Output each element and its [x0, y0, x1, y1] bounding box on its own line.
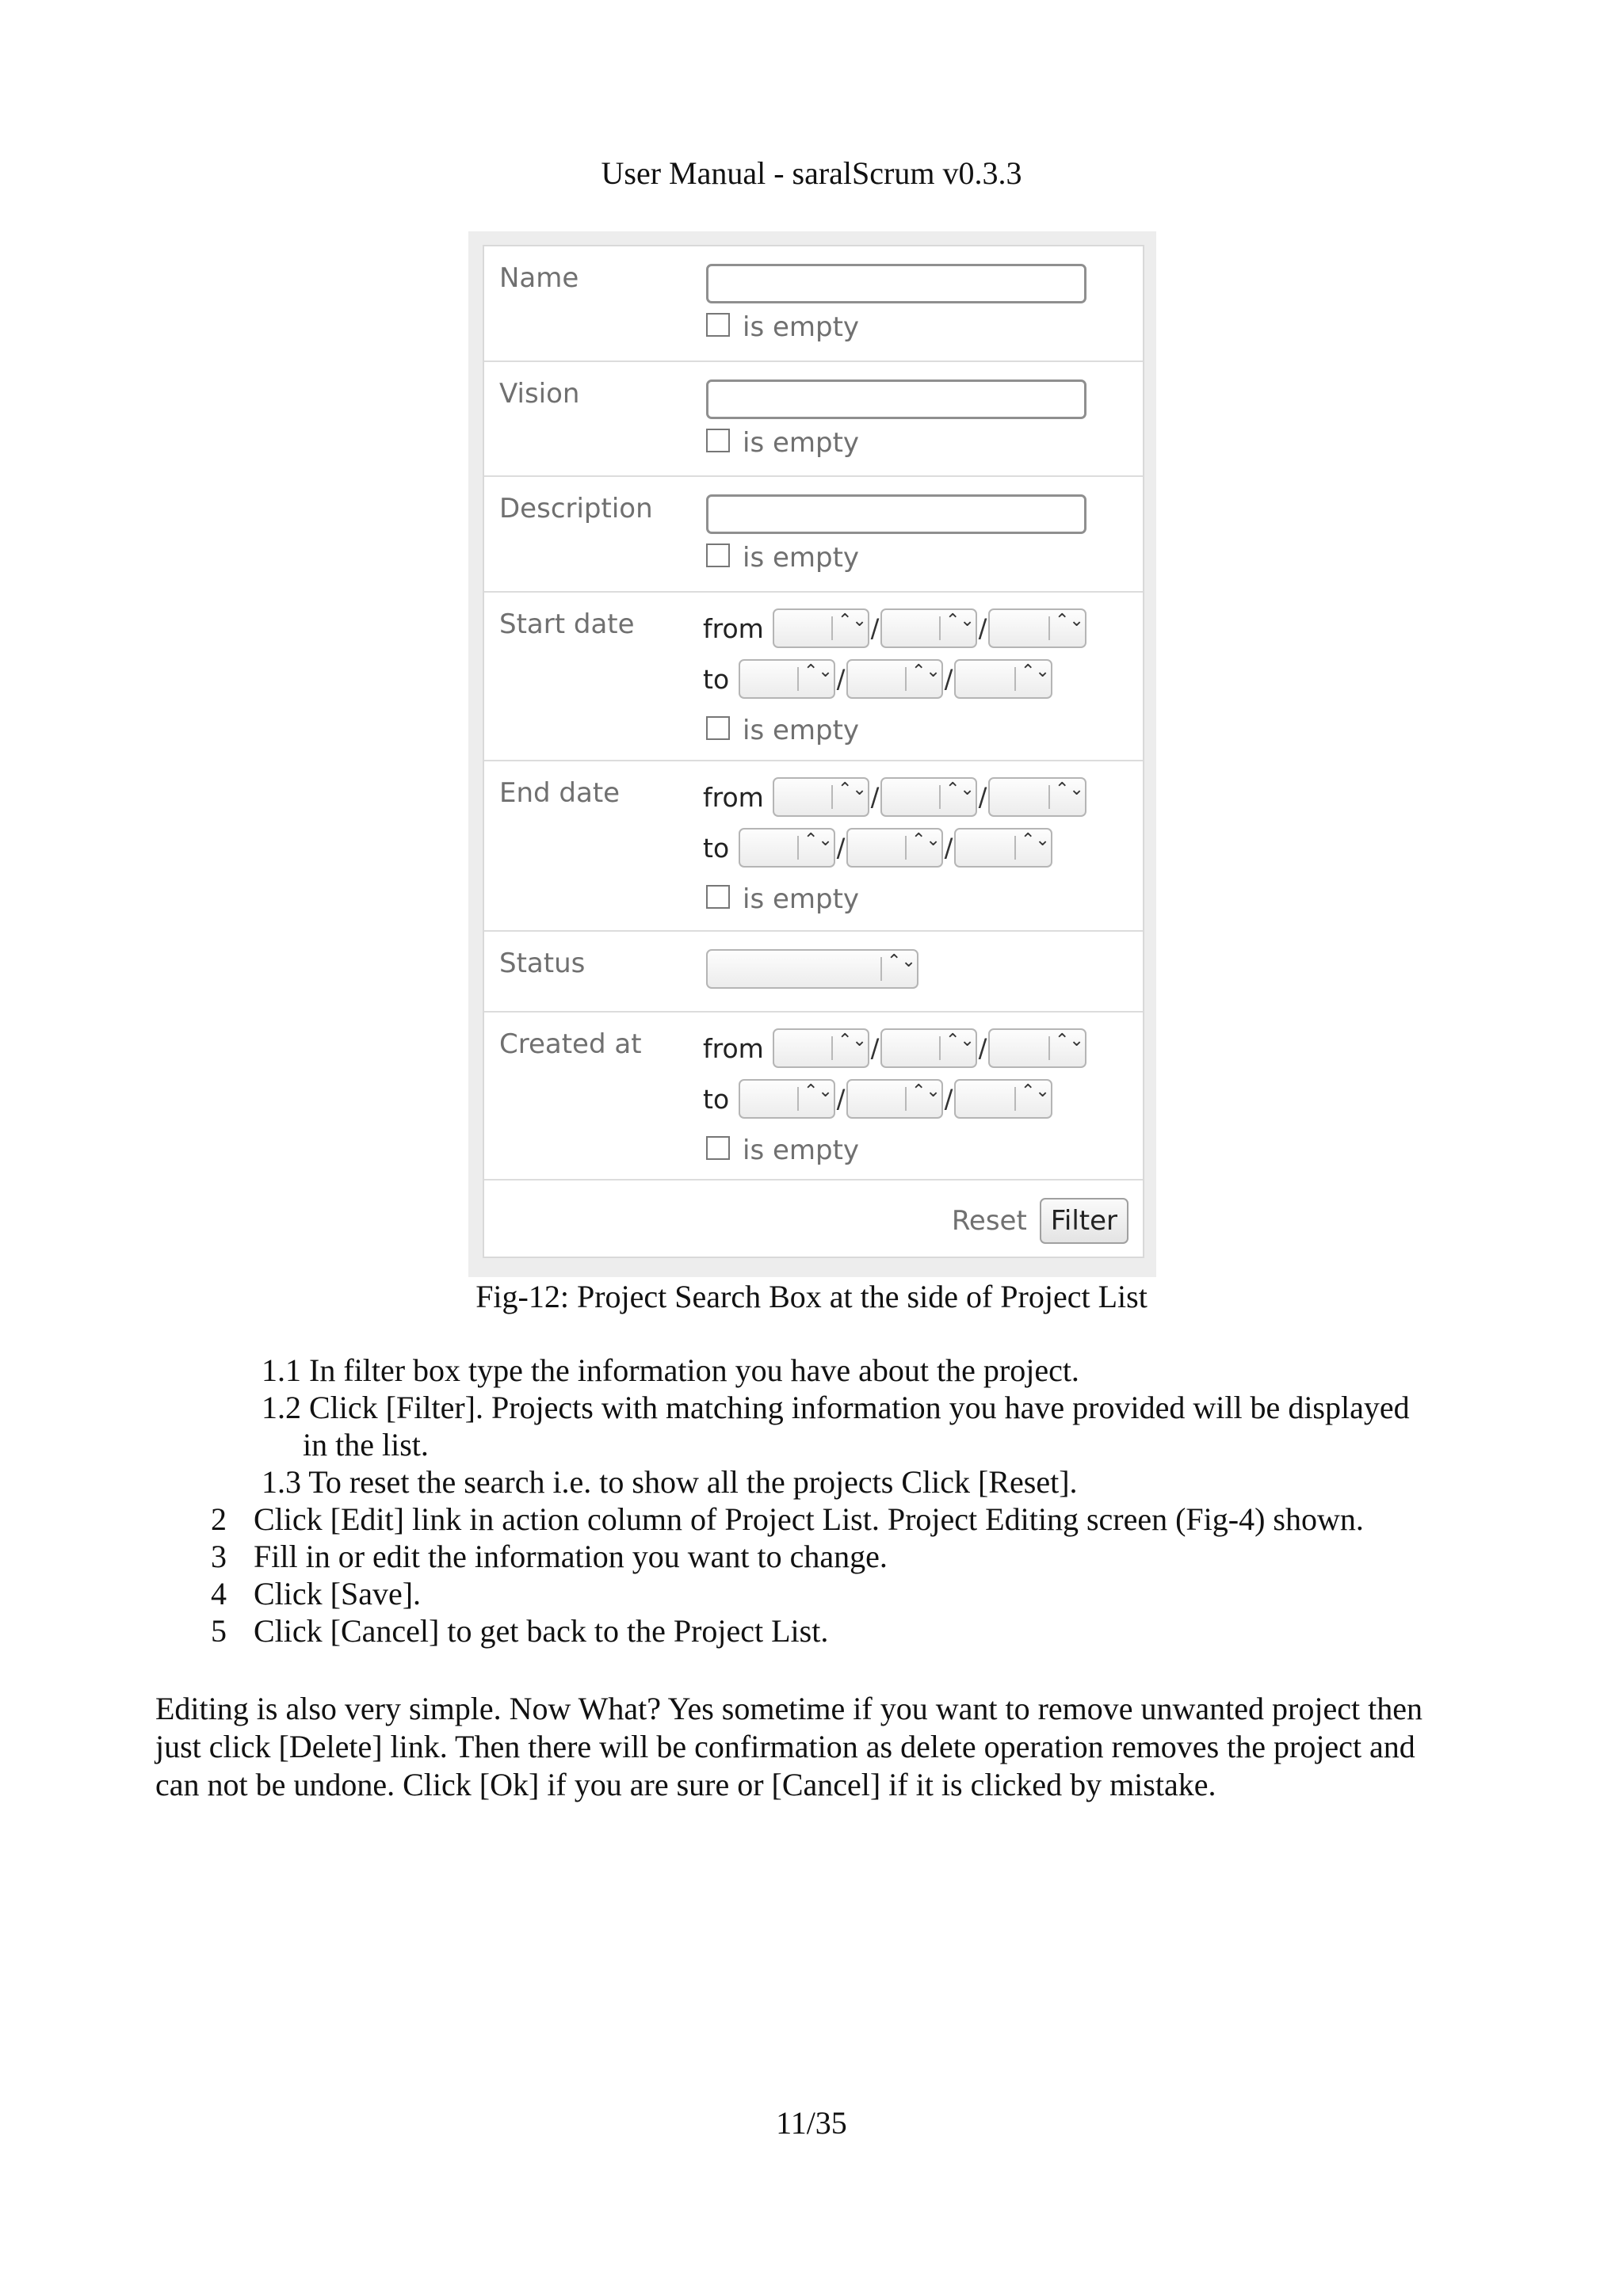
vision-is-empty-checkbox[interactable] [706, 429, 730, 452]
spinner-arrows-icon: ⌃⌄ [945, 1031, 975, 1051]
date-separator: / [978, 613, 987, 643]
spinner-arrows-icon: ⌃⌄ [804, 662, 833, 681]
step-5-text: Click [Cancel] to get back to the Project List. [254, 1613, 829, 1649]
spinner-arrows-icon: ⌃⌄ [804, 830, 833, 850]
from-label: from [703, 612, 764, 644]
spinner-arrows-icon: ⌃⌄ [945, 780, 975, 799]
start-date-filter-row [484, 593, 1143, 761]
figure-caption: Fig-12: Project Search Box at the side of Project List [475, 1279, 1148, 1314]
start-date-label: Start date [499, 608, 635, 640]
created-from-month-select[interactable] [880, 1028, 977, 1068]
created-from-year-select[interactable] [988, 1028, 1086, 1068]
created-at-filter-row [484, 1013, 1143, 1180]
name-is-empty-checkbox[interactable] [706, 313, 730, 337]
step-1-2-continued: in the list. [303, 1427, 429, 1463]
date-separator: / [944, 1084, 953, 1114]
spinner-arrows-icon: ⌃⌄ [838, 611, 867, 631]
name-input[interactable] [706, 264, 1086, 303]
spinner-arrows-icon: ⌃⌄ [1021, 662, 1050, 681]
spinner-arrows-icon: ⌃⌄ [911, 1081, 941, 1101]
date-separator: / [978, 782, 987, 812]
vision-filter-row [484, 362, 1143, 477]
description-filter-row [484, 477, 1143, 593]
spinner-arrows-icon: ⌃⌄ [1021, 830, 1050, 850]
spinner-arrows-icon: ⌃⌄ [1055, 780, 1084, 799]
start-from-month-select[interactable] [880, 608, 977, 648]
from-label: from [703, 1032, 764, 1064]
end-from-day-select[interactable] [773, 777, 869, 817]
status-select[interactable] [706, 949, 918, 989]
reset-link[interactable]: Reset [951, 1205, 1027, 1237]
start-date-from-line [703, 608, 1086, 648]
end-date-label: End date [499, 777, 621, 809]
name-label: Name [499, 262, 579, 294]
search-box-panel [483, 245, 1144, 1258]
start-from-day-select[interactable] [773, 608, 869, 648]
vision-input[interactable] [706, 379, 1086, 419]
page-header: User Manual - saralScrum v0.3.3 [601, 155, 1022, 191]
spinner-arrows-icon: ⌃⌄ [838, 780, 867, 799]
is-empty-label: is empty [743, 542, 860, 574]
end-date-filter-row [484, 761, 1143, 932]
spinner-arrows-icon: ⌃⌄ [804, 1081, 833, 1101]
step-number: 4 [211, 1576, 227, 1611]
date-separator: / [870, 782, 880, 812]
description-input[interactable] [706, 494, 1086, 534]
start-date-to-line [703, 659, 1052, 699]
filter-actions-row [484, 1180, 1143, 1260]
spinner-arrows-icon: ⌃⌄ [1055, 611, 1084, 631]
is-empty-label: is empty [743, 1135, 860, 1166]
end-date-to-line [703, 828, 1052, 868]
created-to-year-select[interactable] [954, 1079, 1052, 1119]
paragraph-line: can not be undone. Click [Ok] if you are sure or [Cancel] if it is clicked by mistake. [155, 1767, 1216, 1802]
description-is-empty-checkbox[interactable] [706, 543, 730, 567]
step-number: 3 [211, 1539, 227, 1574]
from-label: from [703, 781, 764, 813]
start-date-is-empty-checkbox[interactable] [706, 716, 730, 740]
created-from-day-select[interactable] [773, 1028, 869, 1068]
step-2-text: Click [Edit] link in action column of Project List. Project Editing screen (Fig-4) shown. [254, 1501, 1364, 1537]
is-empty-label: is empty [743, 715, 860, 746]
vision-is-empty [706, 427, 859, 459]
date-separator: / [944, 833, 953, 863]
paragraph-line: Editing is also very simple. Now What? Yes sometime if you want to remove unwanted project then [155, 1691, 1423, 1726]
date-separator: / [978, 1033, 987, 1063]
start-to-day-select[interactable] [739, 659, 835, 699]
spinner-arrows-icon: ⌃⌄ [911, 830, 941, 850]
end-date-is-empty [706, 883, 859, 915]
step-3-text: Fill in or edit the information you want to change. [254, 1539, 888, 1574]
end-to-month-select[interactable] [846, 828, 943, 868]
created-at-label: Created at [499, 1028, 642, 1060]
filter-button[interactable]: Filter [1040, 1198, 1128, 1244]
is-empty-label: is empty [743, 311, 860, 343]
end-date-from-line [703, 777, 1086, 817]
spinner-arrows-icon: ⌃⌄ [838, 1031, 867, 1051]
created-at-to-line [703, 1079, 1052, 1119]
step-1-2: 1.2 Click [Filter]. Projects with matching information you have provided will be displayed [262, 1390, 1410, 1425]
step-1-3: 1.3 To reset the search i.e. to show all the projects Click [Reset]. [262, 1464, 1078, 1500]
name-is-empty [706, 311, 859, 343]
date-separator: / [944, 664, 953, 694]
description-is-empty [706, 542, 859, 574]
spinner-arrows-icon: ⌃⌄ [945, 611, 975, 631]
spinner-arrows-icon: ⌃⌄ [1055, 1031, 1084, 1051]
created-to-day-select[interactable] [739, 1079, 835, 1119]
filter-actions [952, 1198, 1128, 1244]
paragraph-line: just click [Delete] link. Then there will be confirmation as delete operation removes the project and [155, 1729, 1415, 1764]
to-label: to [703, 663, 730, 695]
status-label: Status [499, 948, 586, 979]
delete-paragraph [155, 1690, 1495, 1804]
spinner-arrows-icon: ⌃⌄ [887, 952, 916, 971]
step-1-1: 1.1 In filter box type the information you have about the project. [262, 1352, 1079, 1388]
end-to-day-select[interactable] [739, 828, 835, 868]
start-to-month-select[interactable] [846, 659, 943, 699]
to-label: to [703, 1083, 730, 1115]
end-date-is-empty-checkbox[interactable] [706, 885, 730, 909]
created-to-month-select[interactable] [846, 1079, 943, 1119]
name-filter-row [484, 246, 1143, 362]
created-at-is-empty-checkbox[interactable] [706, 1136, 730, 1160]
spinner-arrows-icon: ⌃⌄ [1021, 1081, 1050, 1101]
end-from-year-select[interactable] [988, 777, 1086, 817]
start-date-is-empty [706, 715, 859, 746]
end-to-year-select[interactable] [954, 828, 1052, 868]
date-separator: / [870, 1033, 880, 1063]
description-label: Description [499, 493, 653, 524]
created-at-from-line [703, 1028, 1086, 1068]
search-box-figure [468, 231, 1156, 1277]
date-separator: / [836, 833, 846, 863]
date-separator: / [870, 613, 880, 643]
end-from-month-select[interactable] [880, 777, 977, 817]
step-number: 5 [211, 1613, 227, 1649]
step-number: 2 [211, 1501, 227, 1537]
to-label: to [703, 832, 730, 864]
date-separator: / [836, 1084, 846, 1114]
status-filter-row [484, 932, 1143, 1013]
start-to-year-select[interactable] [954, 659, 1052, 699]
created-at-is-empty [706, 1135, 859, 1166]
page-number: 11/35 [776, 2105, 847, 2141]
spinner-arrows-icon: ⌃⌄ [911, 662, 941, 681]
step-4-text: Click [Save]. [254, 1576, 422, 1611]
is-empty-label: is empty [743, 883, 860, 915]
vision-label: Vision [499, 378, 580, 410]
is-empty-label: is empty [743, 427, 860, 459]
start-from-year-select[interactable] [988, 608, 1086, 648]
date-separator: / [836, 664, 846, 694]
